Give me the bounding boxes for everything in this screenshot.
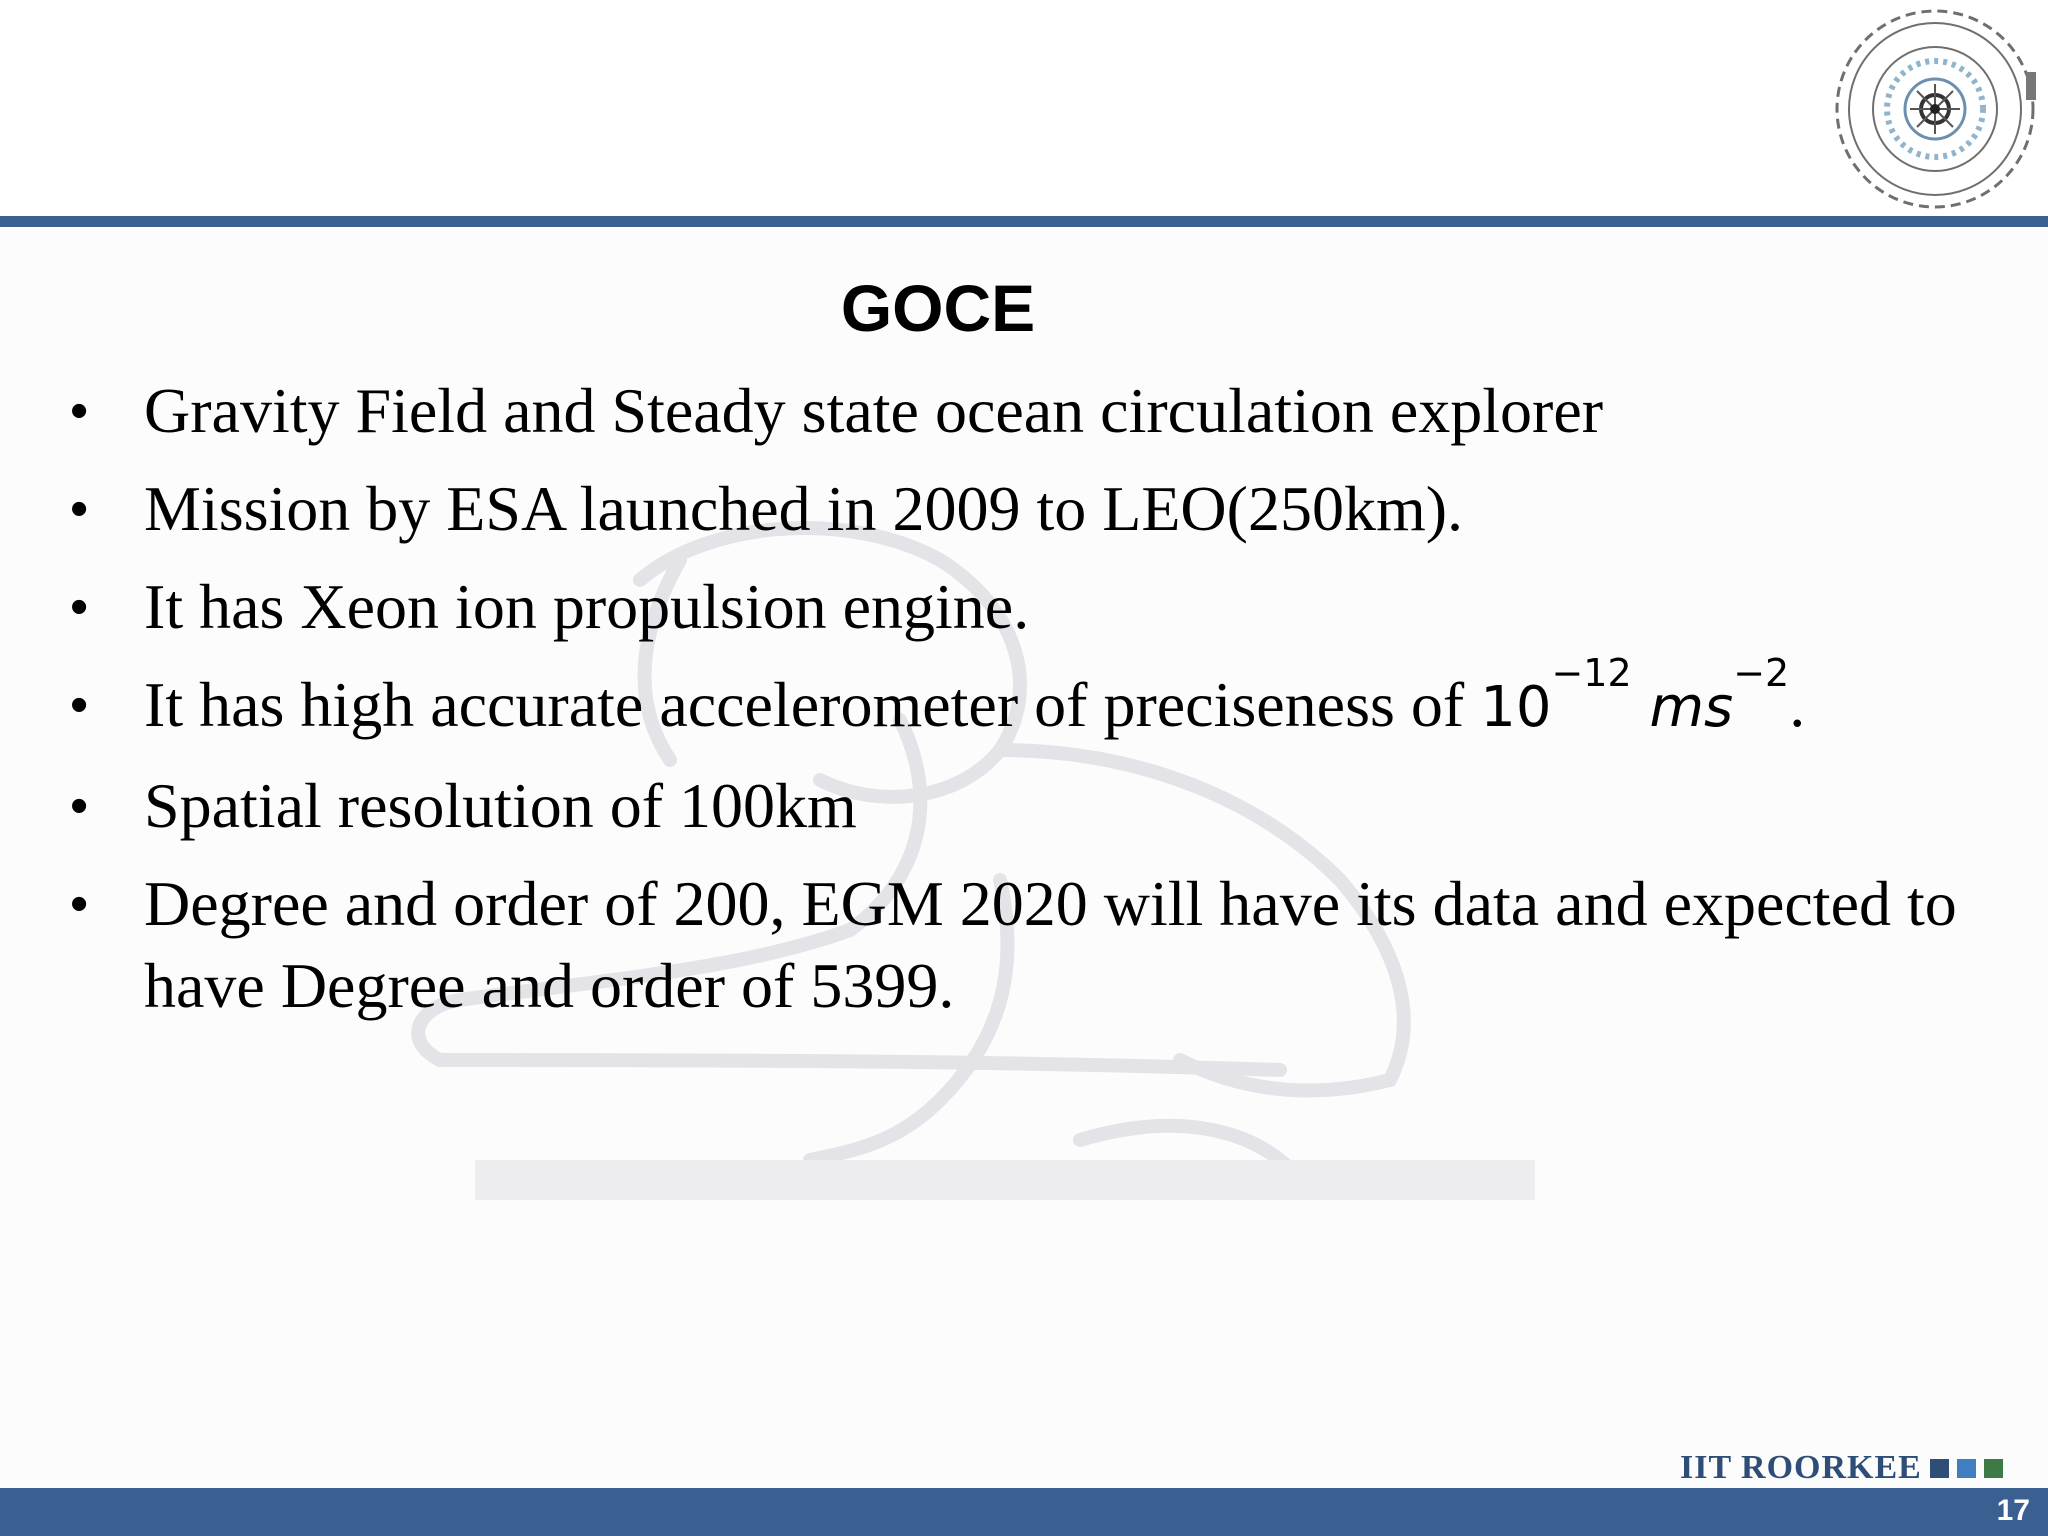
list-item: [70, 765, 2010, 847]
list-item: [70, 566, 2010, 648]
header-rule: [0, 216, 2048, 227]
institute-brand: [1680, 1448, 2003, 1488]
bullet-icon: •: [70, 777, 89, 835]
bullet-text: Degree and order of 200, EGM 2020 will have its data and expected to have Degree and order of 5399.: [144, 868, 1957, 1021]
math-unit-exponent: −2: [1733, 651, 1790, 695]
bullet-icon: •: [70, 480, 89, 538]
list-item: [70, 370, 2010, 452]
bullet-text: Spatial resolution of 100km: [144, 770, 857, 841]
brand-square-icon: [1984, 1459, 2003, 1478]
header: [0, 0, 2048, 216]
institute-name: IIT ROORKEE: [1680, 1449, 1922, 1486]
bullet-suffix: .: [1789, 669, 1806, 740]
bullet-text: Mission by ESA launched in 2009 to LEO(250km).: [144, 473, 1464, 544]
bullet-text: It has Xeon ion propulsion engine.: [144, 571, 1030, 642]
iit-roorkee-seal-icon: [1830, 4, 2040, 214]
list-item: [70, 863, 2010, 1027]
list-item: [70, 651, 2010, 749]
brand-square-icon: [1957, 1459, 1976, 1478]
bullet-icon: •: [70, 578, 89, 636]
page-number: 17: [1996, 1494, 2030, 1527]
slide-title: GOCE: [840, 271, 1036, 345]
bullet-icon: •: [70, 676, 89, 734]
list-item: [70, 468, 2010, 550]
bullet-icon: •: [70, 382, 89, 440]
brand-square-icon: [1930, 1459, 1949, 1478]
bullet-text: Gravity Field and Steady state ocean circulation explorer: [144, 375, 1604, 446]
math-base: 10: [1480, 675, 1552, 740]
math-expression: [1480, 651, 1790, 740]
bullet-list: [70, 370, 2010, 1043]
footer-bar: [0, 1488, 2048, 1536]
math-unit: ms: [1649, 675, 1734, 740]
bullet-text: It has high accurate accelerometer of preciseness of: [144, 669, 1481, 740]
math-exponent: −12: [1551, 651, 1632, 695]
bullet-icon: •: [70, 875, 89, 933]
